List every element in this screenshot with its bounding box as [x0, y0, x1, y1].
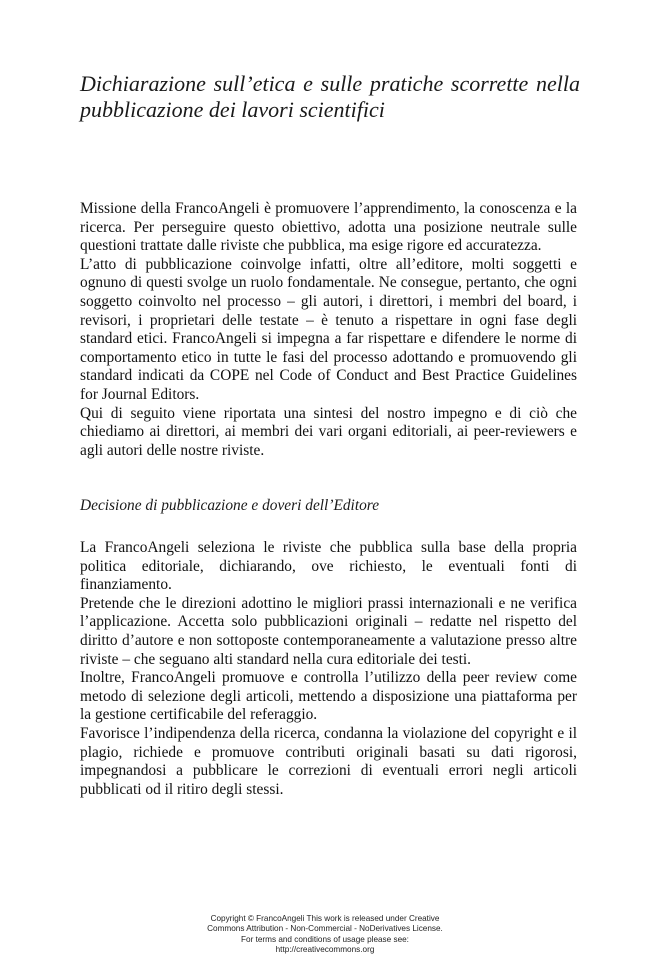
intro-section — [80, 200, 577, 460]
footer-url-line: http://creativecommons.org — [275, 945, 375, 955]
editor-paragraph-best-practices: Pretende che le direzioni adottino le migliori prassi internazionali e ne verifica l’applicazione. Accetta solo pubblicazioni originali – redatte nel rispetto del diritto d’autore e non sottoposte contemporaneamente a valutazione presso altre riviste – che seguano alti standard nella cura editoriale dei testi. — [80, 594, 577, 668]
editor-duties-section — [80, 539, 577, 799]
editor-paragraph-selection: La FrancoAngeli seleziona le riviste che pubblica sulla base della propria politica editoriale, dichiarando, ove richiesto, le eventuali fonti di finanziamento. — [80, 539, 577, 594]
intro-paragraph-summary: Qui di seguito viene riportata una sintesi del nostro impegno e di ciò che chiediamo ai direttori, ai membri dei vari organi editoriali, ai peer-reviewers e agli autori delle nostre riviste. — [80, 404, 577, 459]
footer-copyright-line: Copyright © FrancoAngeli This work is released under Creative — [210, 914, 440, 923]
intro-paragraph-publication-act: L’atto di pubblicazione coinvolge infatti, oltre all’editore, molti soggetti e ognuno di questi svolge un ruolo fondamentale. Ne consegue, pertanto, che ogni soggetto coinvolto nel processo – gli autori, i direttori, i membri del board, i revisori, i proprietari delle testate – è tenuto a rispettare in ogni fase degli standard etici. FrancoAngeli si impegna a far rispettare e difendere le norme di comportamento etico in tutte le fasi del processo adottando e promuovendo gli standard indicati da COPE nel Code of Conduct and Best Practice Guidelines for Journal Editors. — [80, 255, 577, 403]
section-heading-editor-duties: Decisione di pubblicazione e doveri dell’Editore — [80, 497, 380, 514]
footer-license-line: Commons Attribution - Non-Commercial - NoDerivatives License. — [207, 924, 443, 934]
intro-paragraph-mission: Missione della FrancoAngeli è promuovere l’apprendimento, la conoscenza e la ricerca. Per perseguire questo obiettivo, adotta una posizione neutrale sulle questioni trattate dalle riviste che pubblica, ma esige rigore ed accuratezza. — [80, 200, 577, 255]
footer-terms-line: For terms and conditions of usage please see: — [241, 934, 409, 944]
editor-paragraph-independence: Favorisce l’indipendenza della ricerca, condanna la violazione del copyright e il plagio, richiede e promuove contributi originali basati su dati rigorosi, impegnandosi a pubblicare le correzioni di eventuali errori negli articoli pubblicati od il ritiro degli stessi. — [80, 724, 577, 798]
page-title: Dichiarazione sull’etica e sulle pratiche scorrette nella pubblicazione dei lavori scientifici — [80, 71, 580, 122]
license-footer — [175, 914, 475, 956]
editor-paragraph-peer-review: Inoltre, FrancoAngeli promuove e controlla l’utilizzo della peer review come metodo di selezione degli articoli, mettendo a disposizione una piattaforma per la gestione certificabile del referaggio. — [80, 669, 577, 724]
